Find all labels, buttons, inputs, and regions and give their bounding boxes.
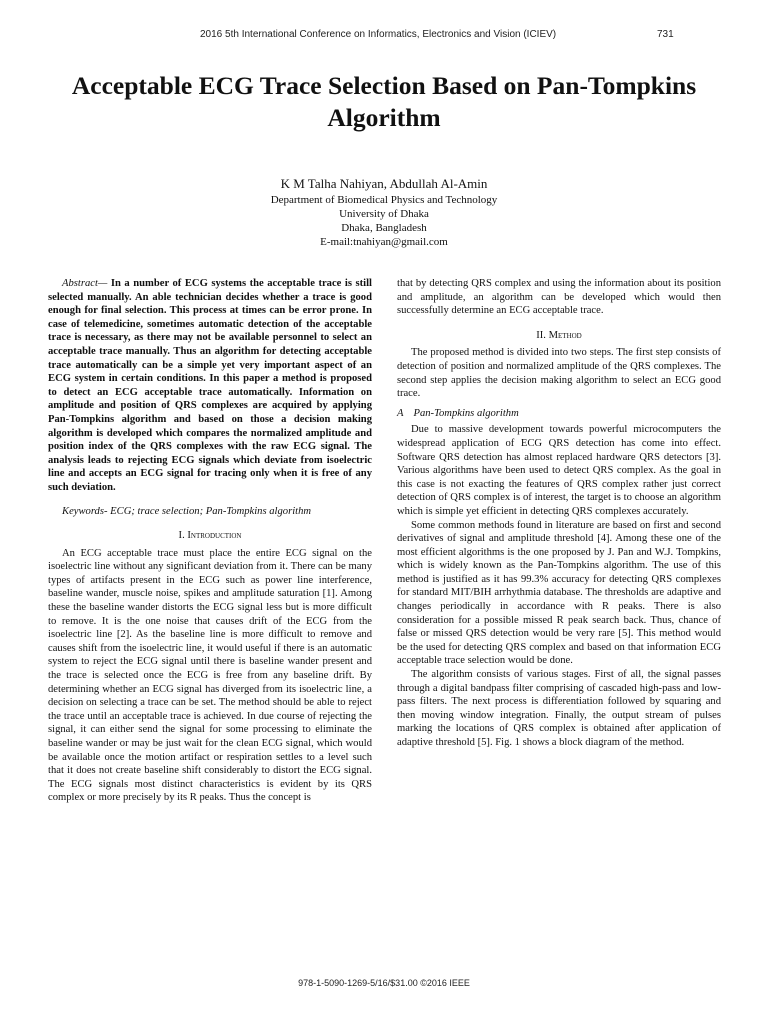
abstract-lead: Abstract—	[62, 278, 108, 289]
method-paragraph: The proposed method is divided into two steps. The first step consists of detection of position and normalized amplitude of the QRS complexes. The second step applies the decision making algorithm to select an ECG good trace.	[397, 347, 721, 400]
author-department: Department of Biomedical Physics and Technology	[270, 194, 498, 206]
abstract-text: In a number of ECG systems the acceptable trace is still selected manually. An able technician decides whether a trace is good enough for final selection. This process at times can be error prone. In case of telemedicine, sometimes automatic detection of the acceptable trace is necessary, as there may not be available personnel to select an acceptable trace manually. Thus an algorithm for detecting acceptable trace automatically can be a simple yet very important aspect of an ECG system in certain conditions. In this paper a method is proposed to detect an ECG acceptable trace automatically. Information on amplitude and position of QRS complexes are acquired by applying Pan-Tompkins algorithm and based on those a decision making algorithm is developed which compares the normalized amplitude and position index of the QRS complexes with the raw ECG signal. The analysis leads to rejecting ECG signals which deviate from isoelectric line and accepts an ECG signal for tracing only when it is free of any such deviation.	[48, 278, 373, 493]
subsection-title: Pan-Tompkins algorithm	[413, 407, 519, 419]
author-university: University of Dhaka	[339, 208, 429, 220]
pan-tompkins-paragraph-3: The algorithm consists of various stages. First of all, the signal passes through a digital bandpass filter comprising of cascaded high-pass and low-pass filters. The next process is differentiation followed by squaring and then moving window integration. Finally, the output stream of pulses marking the locations of QRS complex is obtained after application of adaptive threshold [5]. Fig. 1 shows a block diagram of the method.	[397, 669, 721, 748]
author-names: K M Talha Nahiyan, Abdullah Al-Amin	[280, 176, 488, 191]
section-heading-introduction: I. Introduction	[178, 530, 242, 542]
subsection-number: A	[397, 407, 404, 419]
author-block	[0, 175, 768, 249]
page-number: 731	[657, 29, 674, 40]
pan-tompkins-paragraph-1: Due to massive development towards powerful microcomputers the widespread application of ECG QRS detection has come into effect. Software QRS detection has almost replaced hardware QRS detectors [3]. Various algorithms have been used to detect QRS complex. As the goal in this case is not exacting the features of QRS complex rather just correct detection of QRS complex is of interest, the target is to choose an algorithm which is simple yet efficient in detecting QRS complexes accurately.	[397, 424, 721, 517]
right-column	[397, 277, 721, 750]
intro-paragraph: An ECG acceptable trace must place the entire ECG signal on the isoelectric line without any significant deviation from it. There can be many types of artifacts present in the ECG such as power line interference, baseline wander, muscle noise, spikes and amplitude saturation [1]. Among these the baseline wander distorts the ECG signal less but is more difficult to remove. It is the one noise that causes drift of the ECG from the isoelectric line [2]. As the baseline line is more difficult to remove and causes shift from the isoelectric line, it would useful if there is an automatic system to reject the ECG signal until there is baseline wander present and the trace is selected once the ECG is free from any baseline drift. By determining whether an ECG signal has diverged from its isoelectric line, a decision on selecting a trace can be set. The method should be able to reject the trace until an acceptable trace is achieved. In due course of rejecting the signal, it can either send the signal for some processing to eliminate the baseline wander or may be just wait for the clean ECG signal, which would be available once the motion artifact or respiration settles to a level such that it does not create baseline shift considerably to distort the ECG signal. The ECG signals most distinct characteristics is evident by its QRS complex or more precisely by its R peaks. Thus the concept is	[48, 547, 372, 804]
section-heading-method: II. Method	[536, 329, 582, 341]
keywords: Keywords- ECG; trace selection; Pan-Tompkins algorithm	[62, 505, 312, 517]
conference-name: 2016 5th International Conference on Informatics, Electronics and Vision (ICIEV)	[200, 29, 557, 40]
abstract	[48, 277, 372, 495]
author-location: Dhaka, Bangladesh	[341, 222, 427, 234]
subsection-heading	[397, 407, 721, 421]
pan-tompkins-paragraph-2: Some common methods found in literature are based on first and second derivatives of signal and amplitude threshold [4]. Among these one of the most efficient algorithms is the one proposed by J. Pan and W.J. Tompkins, which is widely known as the Pan-Tompkins algorithm. The use of this method is justified as it has 99.3% accuracy for detecting QRS complexes for standard MIT/BIH arrhythmia database. The thresholds are adaptive and changes periodically in accordance with R peaks. There is also consideration for a possible missed R peak search back. Thus, chance of false or missed QRS detection would be very rare [5]. This method would be the used for detecting QRS complex and based on that information ECG acceptable trace selection would be done.	[397, 519, 721, 667]
author-email: E-mail:tnahiyan@gmail.com	[320, 236, 448, 248]
intro-continued-paragraph: that by detecting QRS complex and using the information about its position and amplitude, an algorithm can be developed which would then successfully determine an ECG acceptable trace.	[397, 278, 721, 317]
paper-title: Acceptable ECG Trace Selection Based on Pan-Tompkins Algorithm	[71, 71, 697, 132]
page-footer: 978-1-5090-1269-5/16/$31.00 ©2016 IEEE	[298, 978, 470, 988]
left-column	[48, 277, 372, 805]
